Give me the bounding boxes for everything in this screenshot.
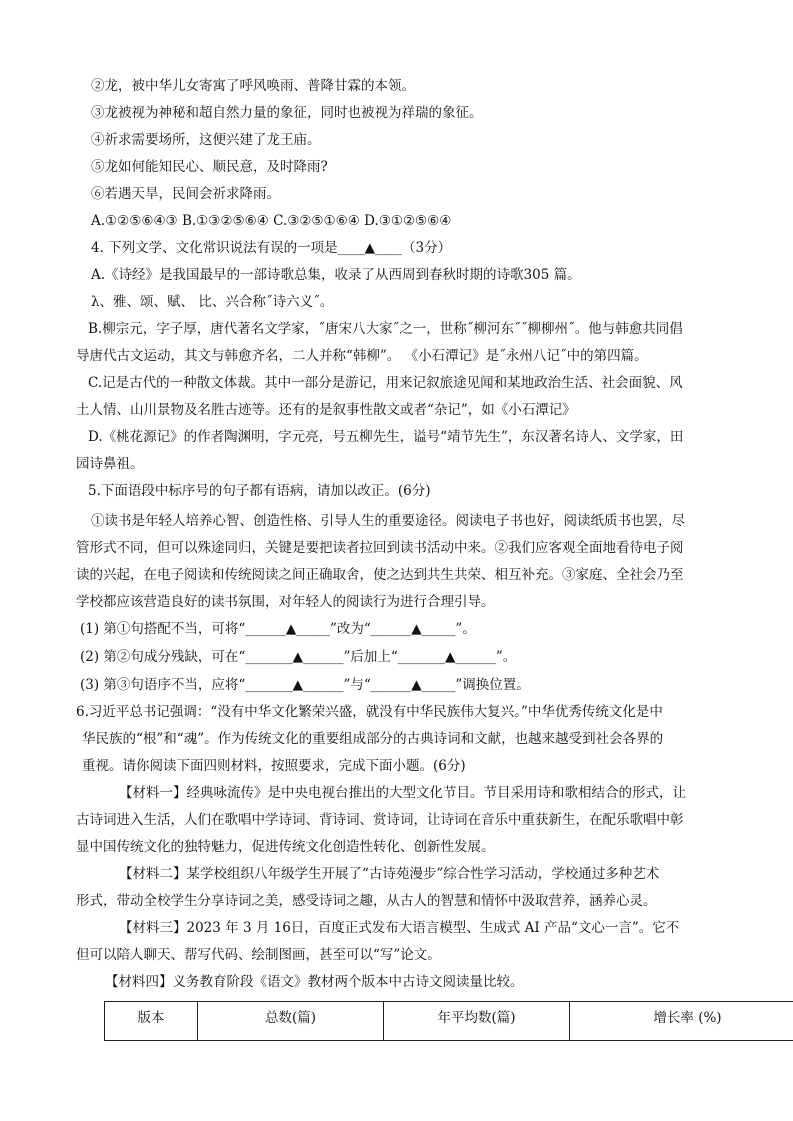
question-5-stem: 5.下面语段中标序号的句子都有语病，请加以改正。(6分) [88, 483, 431, 499]
material-3: 【材料三】2023 年 3 月 16日，百度正式发布大语言模型、生成式 AI 产品“文心一言”。它不 [119, 920, 680, 936]
question-4-option-b: B.柳宗元，字子厚，唐代著名文学家，˝唐宋八大家˝之一，世称˝柳河东˝˝柳柳州˝。他与韩愈共同倡 [88, 321, 683, 337]
question-5-sub-2: (2) 第②句成分残缺，可在“_______▲______”后加上“_______▲______”。 [80, 649, 517, 665]
question-4-option-a-cont: λ、雅、颂、赋、 比、兴合称˝诗六义˝。 [91, 294, 334, 310]
question-3-options: A.①②⑤⑥④③ B.①③②⑤⑥④ C.③②⑤①⑥④ D.③①②⑤⑥④ [91, 213, 452, 229]
material-3-cont: 但可以陪人聊天、帮写代码、绘制图画，甚至可以“写”论文。 [76, 947, 441, 963]
question-5-passage-line: ①读书是年轻人培养心智、创造性格、引导人生的重要途径。阅读电子书也好，阅读纸质书也罢，尽 [91, 513, 685, 529]
question-6-stem: 6.习近平总书记强调：“没有中华文化繁荣兴盛，就没有中华民族伟大复兴。”中华优秀传统文化是中 [76, 704, 663, 720]
question-5-passage-line: 管形式不同，但可以殊途同归，关键是要把读者拉回到读书活动中来。②我们应客观全面地看待电子阅 [76, 540, 684, 556]
material-1-cont: 古诗词进入生活，人们在歌唱中学诗词、背诗词、赏诗词，让诗词在音乐中重获新生，在配乐歌唱中彰 [76, 812, 684, 828]
question-6-stem-cont: 重视。请你阅读下面四则材料，按照要求，完成下面小题。(6分) [82, 758, 466, 774]
question-4-option-a: A.《诗经》是我国最早的一部诗歌总集，收录了从西周到春秋时期的诗歌305 篇。 [91, 267, 581, 283]
table-header-cell: 总数(篇) [198, 1002, 384, 1041]
material-1: 【材料一】经典咏流传》是中央电视台推出的大型文化节目。节目采用诗和歌相结合的形式，让 [119, 785, 686, 801]
item-5: ⑤龙如何能知民心、顺民意，及时降雨? [91, 159, 328, 175]
material-1-cont: 显中国传统文化的独特魅力，促进传统文化创造性转化、创新性发展。 [76, 839, 495, 855]
material-2: 【材料二】某学校组织八年级学生开展了“古诗苑漫步”综合性学习活动，学校通过多种艺术 [119, 866, 660, 882]
material-2-cont: 形式，带动全校学生分享诗词之美，感受诗词之趣，从古人的智慧和情怀中汲取营养，涵养心灵。 [76, 893, 657, 909]
item-4: ④祈求需要场所，这便兴建了龙王庙。 [91, 132, 321, 148]
material-4: 【材料四】义务教育阶段《语文》教材两个版本中古诗文阅读量比较。 [105, 974, 524, 990]
table-header-cell: 年平均数(篇) [384, 1002, 570, 1041]
question-4-stem: 4. 下列文学、文化常识说法有误的一项是____▲____（3分） [91, 240, 452, 256]
question-4-option-c-cont: 土人情、山川景物及名胜古迹等。还有的是叙事性散文或者“杂记”，如《小石潭记》 [76, 402, 576, 418]
question-5-sub-3: (3) 第③句语序不当，应将“_______▲______”与“______▲_____”调换位置。 [80, 677, 530, 693]
item-2: ②龙，被中华儿女寄寓了呼风唤雨、普降甘霖的本领。 [91, 78, 415, 94]
question-5-sub-1: (1) 第①句搭配不当，可将“______▲_____”改为“______▲_____”。 [80, 621, 476, 637]
question-6-stem-cont: 华民族的“根”和“魂”。作为传统文化的重要组成部分的古典诗词和文献，也越来越受到社会各界的 [82, 731, 664, 747]
question-4-option-d-cont: 园诗鼻祖。 [76, 456, 144, 472]
item-3: ③龙被视为神秘和超自然力量的象征，同时也被视为祥瑞的象征。 [91, 105, 483, 121]
question-4-option-b-cont: 导唐代古文运动，其文与韩愈齐名，二人并称“韩柳”。 《小石潭记》是˝永州八记˝中的第四篇。 [76, 348, 648, 364]
table-header-cell: 版本 [105, 1002, 198, 1041]
question-4-option-c: C.记是古代的一种散文体裁。其中一部分是游记，用来记叙旅途见闻和某地政治生活、社会面貌、风 [88, 375, 683, 391]
question-5-passage-line: 读的兴起，在电子阅读和传统阅读之间正确取舍，使之达到共生共荣、相互补充。③家庭、全社会乃至 [76, 567, 684, 583]
question-5-passage-line: 学校都应该营造良好的读书氛围，对年轻人的阅读行为进行合理引导。 [76, 594, 495, 610]
reading-comparison-table [104, 1001, 793, 1041]
question-4-option-d: D.《桃花源记》的作者陶渊明，字元亮，号五柳先生，谥号“靖节先生”，东汉著名诗人、文学家，田 [88, 429, 684, 445]
table-header-row [105, 1002, 793, 1041]
item-6: ⑥若遇天旱，民间会祈求降雨。 [91, 186, 280, 202]
table-header-cell: 增长率 (%) [570, 1002, 793, 1041]
